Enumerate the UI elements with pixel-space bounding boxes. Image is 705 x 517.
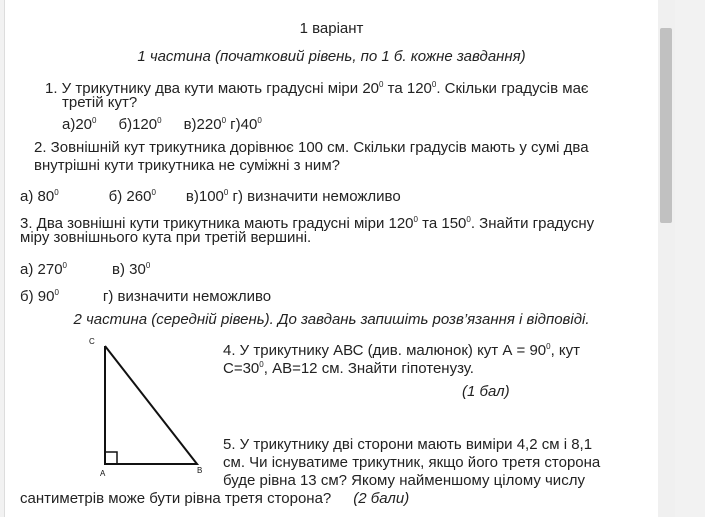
q1-line2: третій кут?	[62, 94, 138, 111]
q2-options: а) $80^0$ б) $260^0$ $в)100^0$ г) визначити неможливо	[20, 188, 401, 205]
q1-line1: 1. У трикутнику два кути мають градусні міри $20^0$ та $120^0$. Скільки градусів має	[45, 80, 589, 97]
q2-line2: внутрішні кути трикутника не суміжні з ним?	[34, 157, 340, 174]
part2-header: 2 частина (середній рівень). До завдань запишіть розв’язання і відповіді.	[73, 311, 590, 328]
q4-line1: 4. У трикутнику АВС (див. малюнок) кут $А = 90^0$, кут	[223, 342, 581, 359]
q4-points: (1 бал)	[462, 383, 510, 400]
q5-line1: 5. У трикутнику дві сторони мають виміри 4,2 см і 8,1	[223, 436, 593, 453]
part1-header: 1 частина (початковий рівень, по 1 б. кожне завдання)	[137, 48, 526, 65]
variant-title: 1 варіант	[299, 20, 364, 37]
right-triangle-figure	[85, 336, 215, 476]
q2-line1: 2. Зовнішній кут трикутника дорівнює 100 см. Скільки градусів мають у сумі два	[34, 139, 589, 156]
q4-line2: $С=30^0$, АВ=12 см. Знайти гіпотенузу.	[223, 360, 474, 377]
q1-options: $а)20^0$ $б)120^0$ $в)220^0$ $г)40^0$	[62, 116, 262, 133]
q3-line1: 3. Два зовнішні кути трикутника мають градусні міри $120^0$ та $150^0$. Знайти градусну	[20, 215, 595, 232]
q5-line3: буде рівна 13 см? Якому найменшому цілому числу	[223, 472, 585, 489]
document-page	[4, 0, 658, 517]
right-angle-marker	[105, 452, 117, 464]
q5-line4: сантиметрів може бути рівна третя сторона? (2 бали)	[20, 490, 410, 507]
q3-options-row2: б) $90^0$ г) визначити неможливо	[20, 288, 272, 305]
q5-points: (2 бали)	[353, 490, 410, 507]
vertex-label-c: C	[89, 337, 95, 346]
q3-options-row1: а) $270^0$ в) $30^0$	[20, 261, 151, 278]
vertex-label-b: B	[197, 466, 203, 475]
vertex-label-a: A	[100, 469, 106, 476]
q3-line2: міру зовнішнього кута при третій вершині.	[20, 229, 312, 246]
q5-line2: см. Чи існуватиме трикутник, якщо його третя сторона	[223, 454, 601, 471]
scrollbar-thumb[interactable]	[660, 28, 672, 223]
triangle-outline	[105, 346, 197, 464]
